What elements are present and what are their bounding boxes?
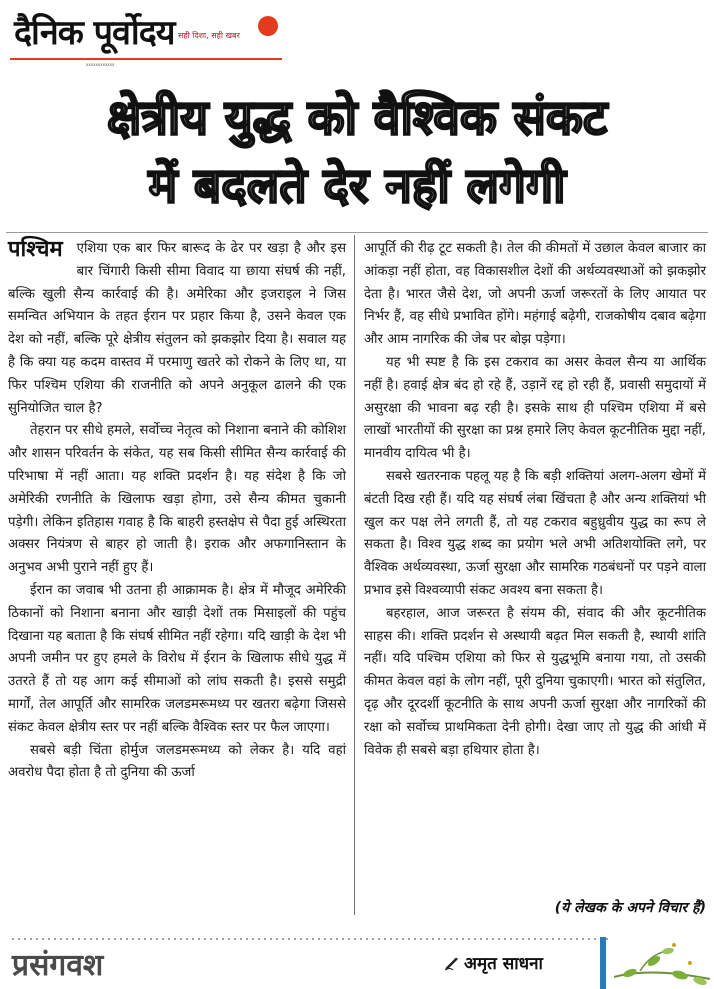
- newspaper-tagline: सही दिशा, सही खबर: [178, 31, 240, 40]
- newspaper-name: दैनिक पूर्वोदय: [14, 13, 175, 53]
- dotted-separator: [10, 937, 610, 941]
- paragraph: यह भी स्पष्ट है कि इस टकराव का असर केवल सैन्य या आर्थिक नहीं है। हवाई क्षेत्र बंद हो रहे हैं, उड़ानें रद्द हो रही हैं, प्रवासी समुदायों में असुरक्षा की भावना बढ़ रही है। इसके साथ ही पश्चिम एशिया में बसे लाखों भारतीयों की सुरक्षा का प्रश्न हमारे लिए केवल कूटनीतिक मुद्दा नहीं, मानवीय दायित्व भी है।: [364, 354, 706, 462]
- paragraph: ईरान का जवाब भी उतना ही आक्रामक है। क्षेत्र में मौजूद अमेरिकी ठिकानों को निशाना बनाना और खाड़ी देशों तक मिसाइलों की पहुंच दिखाना यह बताता है कि संघर्ष सीमित नहीं रहेगा। यदि खाड़ी के देश भी अपनी जमीन पर हुए हमले के विरोध में ईरान के खिलाफ सीधे युद्ध में उतरते हैं तो यह आग कई सीमाओं को लांघ सकती है। इससे समुद्री मार्गों, तेल आपूर्ति और सामरिक जलडमरूमध्य पर खतरा बढ़ेगा जिससे संकट केवल क्षेत्रीय स्तर पर नहीं बल्कि वैश्विक स्तर पर फैल जाएगा।: [8, 582, 346, 735]
- headline-divider: [6, 232, 708, 233]
- accent-bar: [600, 937, 606, 989]
- article-column-left: [8, 238, 346, 785]
- section-name: प्रसंगवश: [12, 948, 104, 983]
- logo-dot-icon: [258, 16, 278, 36]
- article-headline: [0, 84, 714, 220]
- paragraph: बहरहाल, आज जरूरत है संयम की, संवाद की और कूटनीतिक साहस की। शक्ति प्रदर्शन से अस्थायी बढ़त मिल सकती है, स्थायी शांति नहीं। यदि पश्चिम एशिया को फिर से युद्धभूमि बनाया गया, तो उसकी कीमत केवल वहां के लोग नहीं, पूरी दुनिया चुकाएगी। भारत को संतुलित, दृढ़ और दूरदर्शी कूटनीति के साथ अपनी ऊर्जा सुरक्षा और नागरिकों की रक्षा को सर्वोच्च प्राथमिकता देनी होगी। देखा जाए तो युद्ध की आंधी में विवेक ही सबसे बड़ा हथियार होता है।: [364, 605, 706, 758]
- author-disclaimer: (ये लेखक के अपने विचार हैं): [554, 900, 706, 916]
- paragraph: सबसे बड़ी चिंता होर्मुज जलडमरूमध्य को लेकर है। यदि वहां अवरोध पैदा होता है तो दुनिया की ऊर्जा: [8, 742, 346, 781]
- paragraph: आपूर्ति की रीढ़ टूट सकती है। तेल की कीमतों में उछाल केवल बाजार का आंकड़ा नहीं होता, वह विकासशील देशों की अर्थव्यवस्थाओं को झकझोर देता है। भारत जैसे देश, जो अपनी ऊर्जा जरूरतों के लिए आयात पर निर्भर हैं, वह सीधे प्रभावित होंगे। महंगाई बढ़ेगी, राजकोषीय दबाव बढ़ेगा और आम नागरिक की जेब पर बोझ पड़ेगा।: [364, 241, 706, 348]
- paragraph: सबसे खतरनाक पहलू यह है कि बड़ी शक्तियां अलग-अलग खेमों में बंटती दिख रही हैं। यदि यह संघर्ष लंबा खिंचता है और अन्य शक्तियां भी खुल कर पक्ष लेने लगती हैं, तो यह टकराव बहुध्रुवीय युद्ध का रूप ले सकता है। विश्व युद्ध शब्द का प्रयोग भले अभी अतिशयोक्ति लगे, पर वैश्विक अर्थव्यवस्था, ऊर्जा सुरक्षा और सामरिक गठबंधनों पर पड़ने वाला प्रभाव इसे विश्वव्यापी संकट अवश्य बना सकता है।: [364, 468, 706, 598]
- paragraph: एशिया एक बार फिर बारूद के ढेर पर खड़ा है और इस बार चिंगारी किसी सीमा विवाद या छाया संघर्ष की नहीं, बल्कि खुली सैन्य कार्रवाई की है। अमेरिका और इजराइल ने जिस समन्वित अभियान के तहत ईरान पर प्रहार किया है, उसने केवल एक देश को नहीं, बल्कि पूरे क्षेत्रीय संतुलन को झकझोर दिया है। सवाल यह है कि क्या यह कदम वास्तव में परमाणु खतरे को रोकने के लिए था, या फिर पश्चिम एशिया की राजनीति को अपने अनुकूल ढालने की एक सुनियोजित चाल है?: [8, 241, 346, 416]
- masthead-subline: xxxxxxxxxxxx: [86, 62, 115, 67]
- article-kicker: पश्चिम: [8, 237, 63, 262]
- masthead-underline: [10, 58, 282, 60]
- masthead-logo: [8, 6, 284, 68]
- leaf-twig-icon: [610, 937, 714, 989]
- article-column-right: [364, 238, 706, 762]
- paragraph: तेहरान पर सीधे हमले, सर्वोच्च नेतृत्व को निशाना बनाने की कोशिश और शासन परिवर्तन के संकेत, यह सब किसी सीमित सैन्य कार्रवाई की परिभाषा में नहीं आता। यह शक्ति प्रदर्शन है। यह संदेश है कि जो अमेरिकी रणनीति के खिलाफ खड़ा होगा, उसे सैन्य कीमत चुकानी पड़ेगी। लेकिन इतिहास गवाह है कि बाहरी हस्तक्षेप से पैदा हुई अस्थिरता अक्सर नियंत्रण से बाहर हो जाती है। इराक और अफगानिस्तान के अनुभव अभी पुराने नहीं हुए हैं।: [8, 423, 346, 576]
- author-byline: [444, 951, 543, 974]
- headline-line-1: क्षेत्रीय युद्ध को वैश्विक संकट: [106, 90, 608, 146]
- column-divider: [354, 235, 355, 915]
- column-footer: [0, 937, 714, 989]
- author-name: अमृत साधना: [464, 954, 543, 974]
- headline-line-2: में बदलते देर नहीं लगेगी: [148, 158, 566, 214]
- pen-icon: [444, 957, 460, 971]
